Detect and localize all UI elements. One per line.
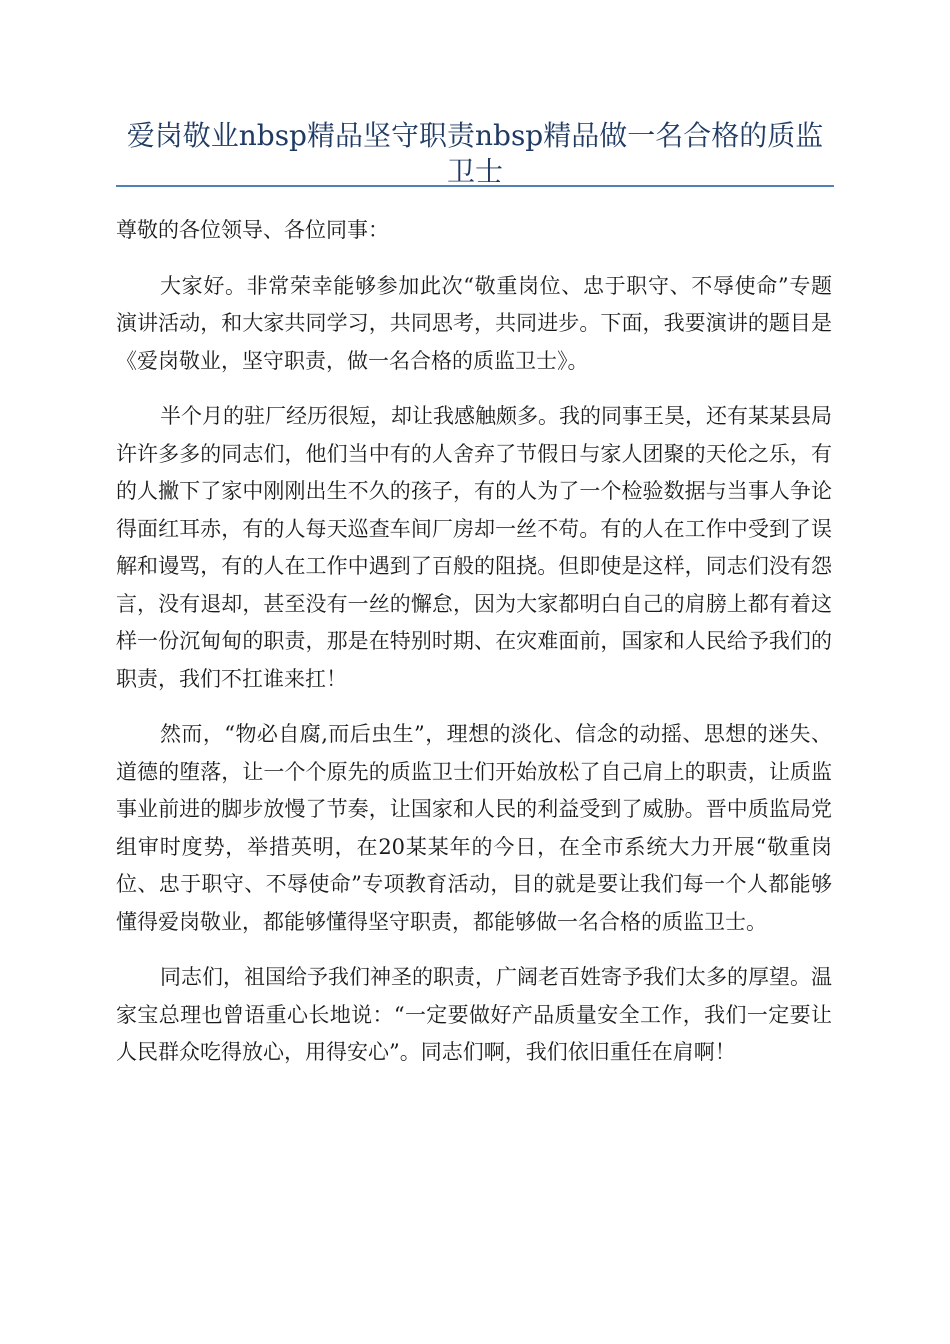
paragraph-2: 半个月的驻厂经历很短，却让我感触颇多。我的同事王昊，还有某某县局许许多多的同志们，他们当中有的人舍弃了节假日与家人团聚的天伦之乐，有的人撇下了家中刚刚出生不久的孩子，有的人为了一个检验数据与当事人争论得面红耳赤，有的人每天巡查车间厂房却一丝不苟。有的人在工作中受到了误解和谩骂，有的人在工作中遇到了百般的阻挠。但即使是这样，同志们没有怨言，没有退却，甚至没有一丝的懈怠，因为大家都明白自己的肩膀上都有着这样一份沉甸甸的职责，那是在特别时期、在灾难面前，国家和人民给予我们的职责，我们不扛谁来扛！ bbox=[116, 404, 832, 691]
document-body bbox=[116, 212, 832, 1090]
salutation: 尊敬的各位领导、各位同事： bbox=[116, 218, 389, 242]
title-underline-divider bbox=[116, 185, 834, 187]
document-title: 爱岗敬业nbsp精品坚守职责nbsp精品做一名合格的质监卫士 bbox=[126, 119, 824, 188]
paragraph-3: 然而，“物必自腐,而后虫生”，理想的淡化、信念的动摇、思想的迷失、道德的堕落，让一个个原先的质监卫士们开始放松了自己肩上的职责，让质监事业前进的脚步放慢了节奏，让国家和人民的利益受到了威胁。晋中质监局党组审时度势，举措英明，在20某某年的今日，在全市系统大力开展“敬重岗位、忠于职守、不辱使命”专项教育活动，目的就是要让我们每一个人都能够懂得爱岗敬业，都能够懂得坚守职责，都能够做一名合格的质监卫士。 bbox=[116, 722, 832, 934]
paragraph-4: 同志们，祖国给予我们神圣的职责，广阔老百姓寄予我们太多的厚望。温家宝总理也曾语重心长地说：“一定要做好产品质量安全工作，我们一定要让人民群众吃得放心，用得安心”。同志们啊，我们依旧重任在肩啊！ bbox=[116, 965, 832, 1064]
paragraph-1: 大家好。非常荣幸能够参加此次“敬重岗位、忠于职守、不辱使命”专题演讲活动，和大家共同学习，共同思考，共同进步。下面，我要演讲的题目是《爱岗敬业，坚守职责，做一名合格的质监卫士》。 bbox=[116, 273, 832, 373]
